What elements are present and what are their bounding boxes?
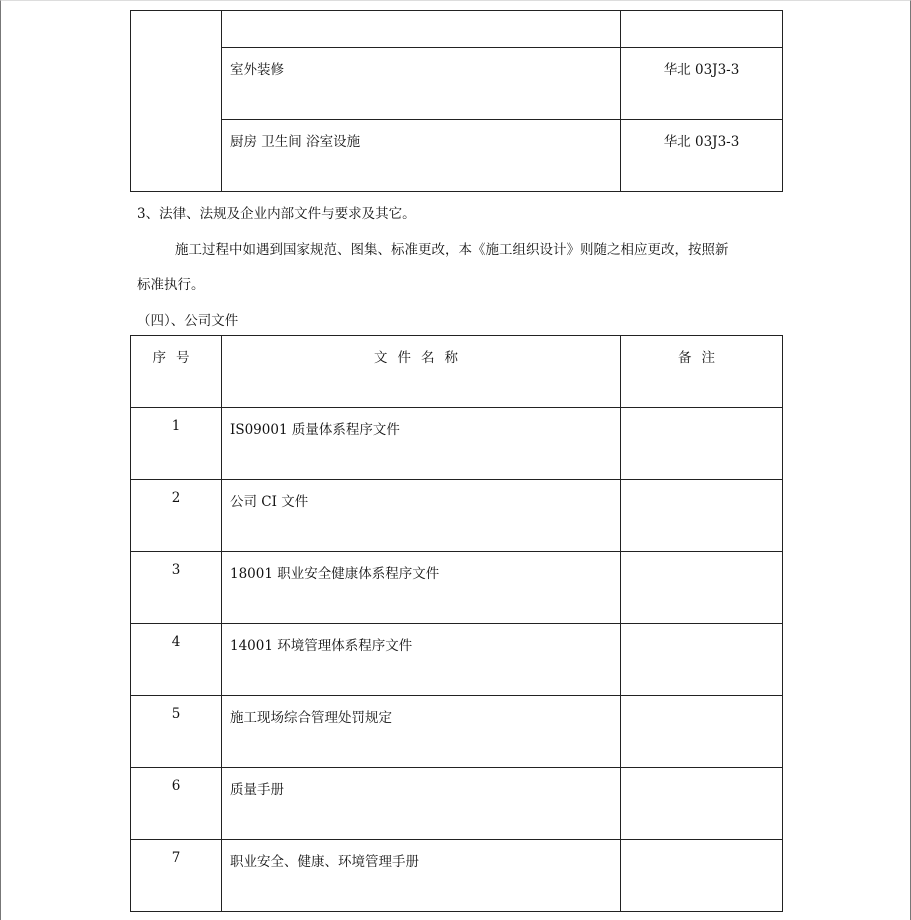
row-no: 5 <box>131 696 222 768</box>
standard-name-cell <box>222 11 621 48</box>
table-row <box>131 480 783 552</box>
row-remark <box>621 480 783 552</box>
row-no: 6 <box>131 768 222 840</box>
standard-name-cell: 室外装修 <box>222 48 621 120</box>
category-cell <box>131 11 222 192</box>
row-name: 18001 职业安全健康体系程序文件 <box>222 552 621 624</box>
standard-ref-cell: 华北 03J3-3 <box>621 120 783 192</box>
table-row <box>131 408 783 480</box>
table-row <box>131 624 783 696</box>
row-no: 4 <box>131 624 222 696</box>
row-remark <box>621 696 783 768</box>
standard-ref-cell <box>621 11 783 48</box>
table-row <box>131 11 783 48</box>
table-row <box>131 552 783 624</box>
row-name: 公司 CI 文件 <box>222 480 621 552</box>
row-name: 职业安全、健康、环境管理手册 <box>222 840 621 912</box>
row-no: 2 <box>131 480 222 552</box>
header-remark: 备注 <box>621 336 783 408</box>
standards-table <box>130 10 783 192</box>
row-remark <box>621 552 783 624</box>
row-no: 1 <box>131 408 222 480</box>
company-documents-table <box>130 335 783 912</box>
section4-heading: （四）、公司文件 <box>137 313 239 329</box>
row-name: 质量手册 <box>222 768 621 840</box>
row-remark <box>621 768 783 840</box>
standard-name-cell: 厨房 卫生间 浴室设施 <box>222 120 621 192</box>
row-remark <box>621 624 783 696</box>
row-name: IS09001 质量体系程序文件 <box>222 408 621 480</box>
header-no: 序号 <box>131 336 222 408</box>
table-row <box>131 120 783 192</box>
standard-ref-cell: 华北 03J3-3 <box>621 48 783 120</box>
row-no: 3 <box>131 552 222 624</box>
table-row <box>131 696 783 768</box>
header-name: 文件名称 <box>222 336 621 408</box>
table-header-row <box>131 336 783 408</box>
row-remark <box>621 840 783 912</box>
row-name: 施工现场综合管理处罚规定 <box>222 696 621 768</box>
row-name: 14001 环境管理体系程序文件 <box>222 624 621 696</box>
table-row <box>131 48 783 120</box>
section3-paragraph-line1: 施工过程中如遇到国家规范、图集、标准更改，本《施工组织设计》则随之相应更改，按照新 <box>175 242 729 258</box>
table-row <box>131 840 783 912</box>
section3-heading: 3、法律、法规及企业内部文件与要求及其它。 <box>137 206 416 222</box>
row-remark <box>621 408 783 480</box>
section3-paragraph-line2: 标准执行。 <box>137 277 205 293</box>
table-row <box>131 768 783 840</box>
row-no: 7 <box>131 840 222 912</box>
